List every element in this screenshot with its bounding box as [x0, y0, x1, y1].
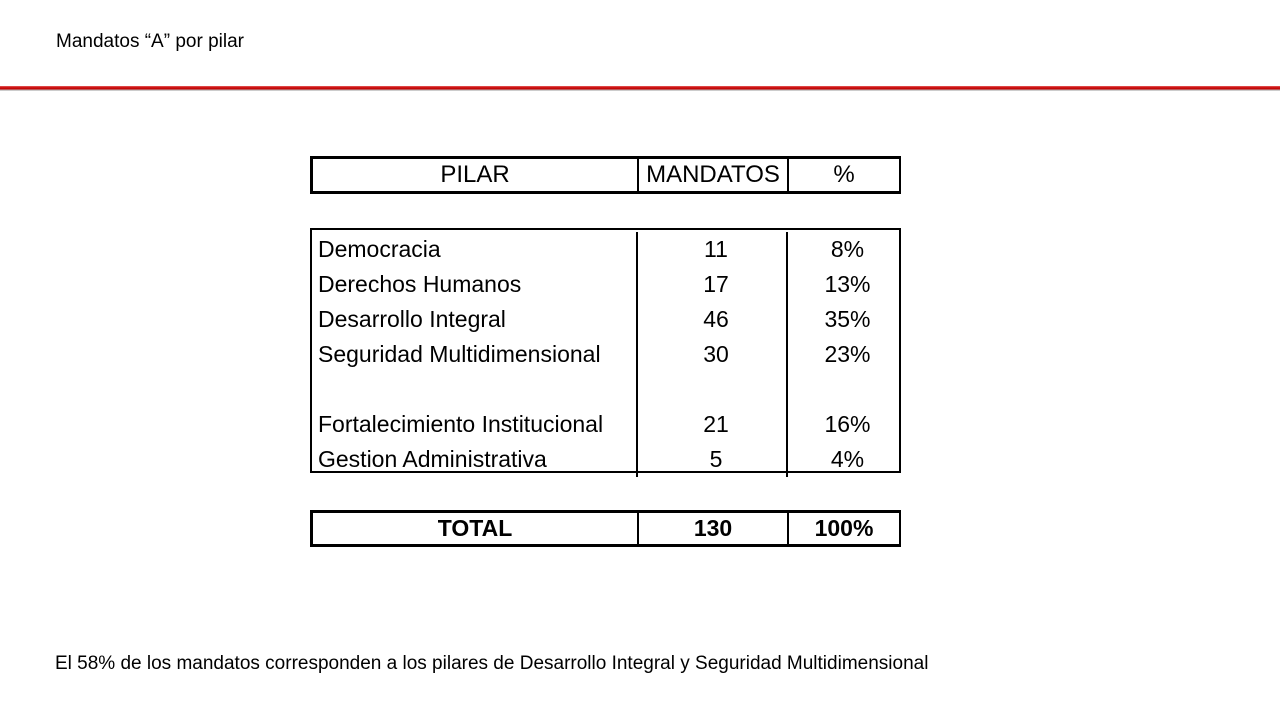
pilar-cell: Democracia	[312, 232, 638, 267]
table-header	[310, 156, 901, 194]
title-divider	[0, 86, 1280, 91]
mandatos-cell: 11	[638, 232, 788, 267]
table-row	[312, 337, 899, 372]
header-percent: %	[833, 161, 855, 188]
mandatos-cell: 21	[638, 407, 788, 442]
table-body	[310, 228, 901, 473]
pilar-cell: Gestion Administrativa	[312, 442, 638, 477]
percent-cell: 13%	[824, 271, 871, 297]
percent-cell: 23%	[824, 341, 871, 367]
percent-cell	[788, 372, 899, 407]
percent-cell: 8%	[830, 236, 865, 262]
table-row	[312, 267, 899, 302]
total-mandatos: 130	[639, 513, 789, 544]
mandatos-cell	[638, 372, 788, 407]
slide-title: Mandatos “A” por pilar	[56, 31, 244, 52]
mandatos-cell: 17	[638, 267, 788, 302]
table-row	[312, 232, 899, 267]
header-mandatos: MANDATOS	[639, 159, 789, 191]
total-label: TOTAL	[313, 513, 639, 544]
pilar-cell: Fortalecimiento Institucional	[312, 407, 638, 442]
footnote: El 58% de los mandatos corresponden a los pilares de Desarrollo Integral y Seguridad Multidimensional	[55, 653, 929, 674]
percent-cell: 16%	[824, 411, 871, 437]
table-total	[310, 510, 901, 547]
percent-cell: 35%	[824, 306, 871, 332]
pilar-cell	[312, 372, 638, 407]
table-row-empty	[312, 372, 899, 407]
pilar-cell: Derechos Humanos	[312, 267, 638, 302]
pilar-cell: Desarrollo Integral	[312, 302, 638, 337]
table-row	[312, 302, 899, 337]
table-row	[312, 442, 899, 477]
total-row	[313, 513, 899, 544]
mandatos-cell: 5	[638, 442, 788, 477]
mandatos-cell: 30	[638, 337, 788, 372]
table-row	[312, 407, 899, 442]
header-pilar: PILAR	[313, 159, 639, 191]
header-row	[313, 159, 899, 191]
pilar-cell: Seguridad Multidimensional	[312, 337, 638, 372]
total-percent: 100%	[814, 515, 874, 541]
percent-cell: 4%	[830, 446, 865, 472]
mandatos-cell: 46	[638, 302, 788, 337]
